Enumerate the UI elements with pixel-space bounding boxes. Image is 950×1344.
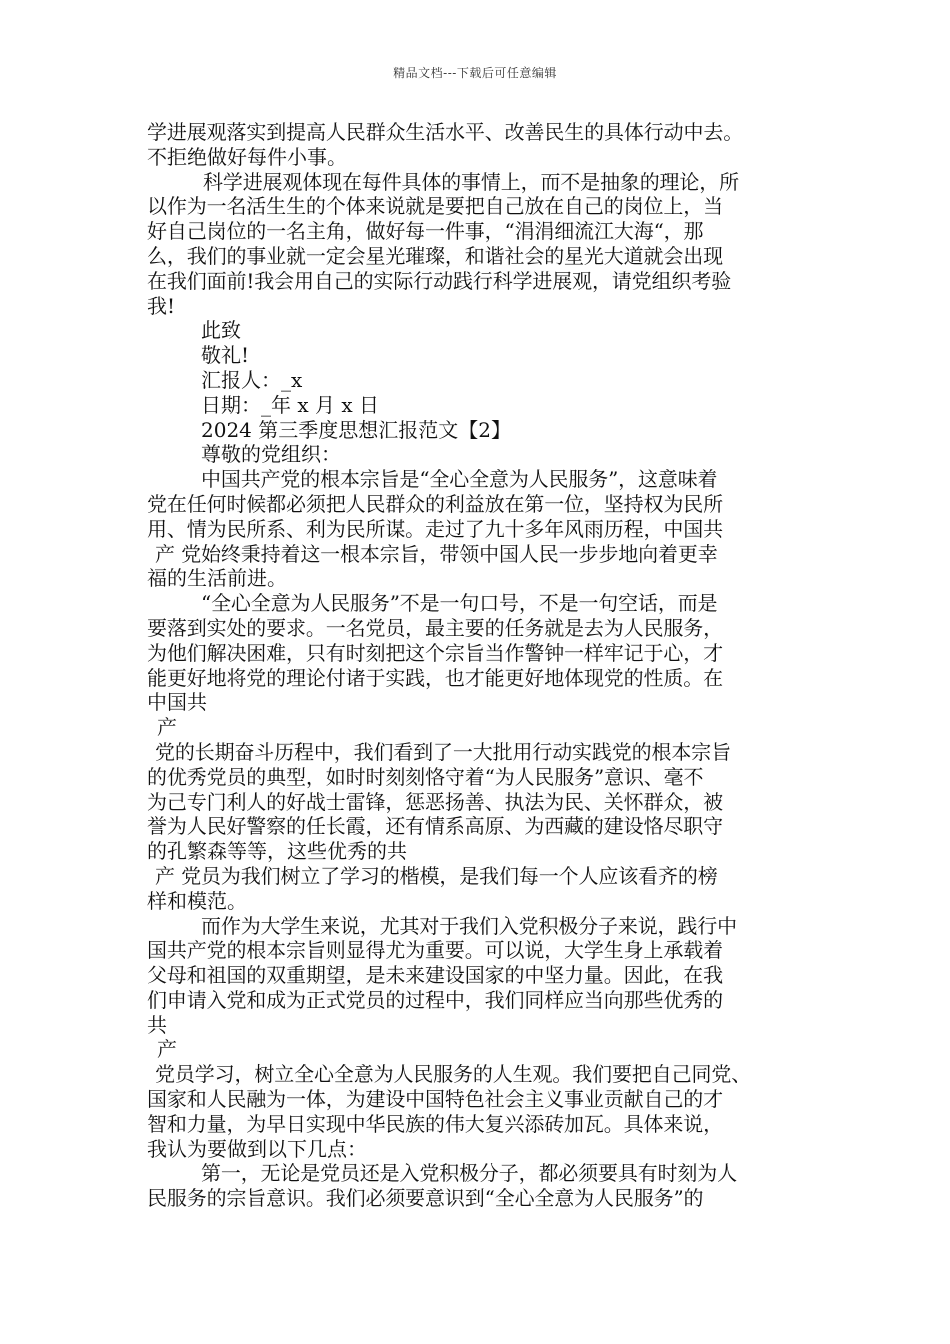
text-line: 中国共产党的根本宗旨是“全心全意为人民服务”，这意味着 [201,467,718,492]
text-line: 党的长期奋斗历程中，我们看到了一大批用行动实践党的根本宗旨 [155,739,731,764]
text-line: 用、情为民所系、利为民所谋。走过了九十多年风雨历程，中国共 [147,516,723,541]
text-line: 誉为人民好警察的任长霞，还有情系高原、为西藏的建设恪尽职守 [147,814,723,839]
text-line: “全心全意为人民服务”不是一句口号，不是一句空话，而是 [201,591,718,616]
text-line: 产 党员为我们树立了学习的楷模，是我们每一个人应该看齐的榜 [155,863,718,888]
text-line: 此致 [201,318,241,343]
text-line: 科学进展观体现在每件具体的事情上，而不是抽象的理论，所 [203,169,739,194]
text-line: 尊敬的党组织： [201,442,341,467]
text-line: 不拒绝做好每件小事。 [147,144,347,169]
text-line: 要落到实处的要求。一名党员，最主要的任务就是去为人民服务， [147,615,723,640]
text-line: 为他们解决困难，只有时刻把这个宗旨当作警钟一样牢记于心，才 [147,640,723,665]
text-line: 以作为一名活生生的个体来说就是要把自己放在自己的岗位上，当 [147,194,723,219]
text-line: 我! [147,293,176,318]
text-line: 2024 第三季度思想汇报范文【2】 [201,417,511,442]
text-line: 智和力量，为早日实现中华民族的伟大复兴添砖加瓦。具体来说， [147,1111,723,1136]
text-line: 国共产党的根本宗旨则显得尤为重要。可以说，大学生身上承载着 [147,938,723,963]
text-line: 日期：_年 x 月 x 日 [201,392,379,417]
text-line: 为己专门利人的好战士雷锋，惩恶扬善、执法为民、关怀群众，被 [147,789,723,814]
text-line: 中国共 [147,690,207,715]
text-line: 的优秀党员的典型，如时时刻刻恪守着“为人民服务”意识、毫不 [147,764,704,789]
text-line: 党在任何时候都必须把人民群众的利益放在第一位，坚持权为民所 [147,491,723,516]
text-line: 样和模范。 [147,888,247,913]
text-line: 敬礼! [201,343,250,368]
text-line: 共 [147,1012,167,1037]
document-body [147,120,827,1211]
text-line: 么，我们的事业就一定会星光璀璨，和谐社会的星光大道就会出现 [147,243,723,268]
text-line: 汇报人：_x [201,367,303,392]
text-line: 学进展观落实到提高人民群众生活水平、改善民生的具体行动中去。 [147,120,744,144]
text-line: 民服务的宗旨意识。我们必须要意识到“全心全意为人民服务”的 [147,1186,704,1211]
text-line: 在我们面前!我会用自己的实际行动践行科学进展观，请党组织考验 [147,268,732,293]
text-line: 能更好地将党的理论付诸于实践，也才能更好地体现党的性质。在 [147,665,723,690]
text-line: 党员学习，树立全心全意为人民服务的人生观。我们要把自己同党、 [155,1062,752,1087]
page-header: 精品文档---下载后可任意编辑 [393,66,557,80]
text-line: 们申请入党和成为正式党员的过程中，我们同样应当向那些优秀的 [147,987,723,1012]
text-line: 第一，无论是党员还是入党积极分子，都必须要具有时刻为人 [201,1161,737,1186]
text-line: 我认为要做到以下几点： [147,1136,367,1161]
text-line: 而作为大学生来说，尤其对于我们入党积极分子来说，践行中 [201,913,737,938]
text-line: 的孔繁森等等，这些优秀的共 [147,839,407,864]
text-line: 产 [157,715,177,740]
text-line: 国家和人民融为一体，为建设中国特色社会主义事业贡献自己的才 [147,1087,723,1112]
text-line: 产 党始终秉持着这一根本宗旨，带领中国人民一步步地向着更幸 [155,541,718,566]
text-line: 父母和祖国的双重期望，是未来建设国家的中坚力量。因此，在我 [147,963,723,988]
text-line: 产 [157,1037,177,1062]
text-line: 福的生活前进。 [147,566,287,591]
text-line: 好自己岗位的一名主角，做好每一件事，“涓涓细流江大海“，那 [147,219,704,244]
